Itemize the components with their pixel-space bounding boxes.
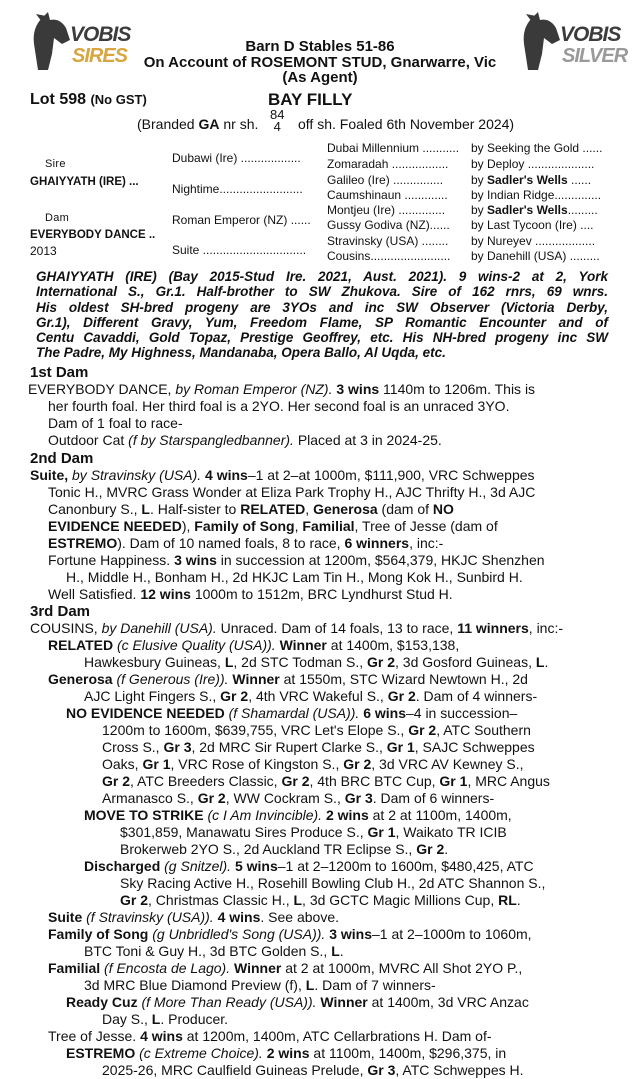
pedigree-gen2: Dubawi (Ire) .................. <box>172 151 301 165</box>
dam-name: EVERYBODY DANCE .. <box>30 229 156 241</box>
pedigree-gen3: Zomaradah ................. <box>327 157 449 171</box>
sire-notes: GHAIYYATH (IRE) (Bay 2015-Stud Ire. 2021, Aust. 2021). 9 wins-2 at 2, York International S., Gr.1. Half-brother to SW Zhukova. Sire of 162 rnrs, 69 wnrs. His oldest SH-bred progeny are 3YOs and inc SW Observer (Victoria Derby, Gr.1), Different Gravy, Yum, Freedom Flame, SP Romantic Encounter and of Centu Cavaddi, Gold Topaz, Prestige Geoffrey, etc. His NH-bred progeny inc SW The Padre, My Highness, Mandanaba, Opera Ballo, Al Uqda, etc. <box>36 269 608 361</box>
pedigree-gen2: Nightime......................... <box>172 182 303 196</box>
pedigree-gen3: Stravinsky (USA) ........ <box>327 234 449 248</box>
pedigree-gen3-sire: by Deploy .................... <box>471 157 595 171</box>
dam-label: Dam <box>45 212 70 224</box>
pedigree-gen2: Roman Emperor (NZ) ...... <box>172 213 311 227</box>
logo-word-top: VOBIS <box>70 23 131 46</box>
lot-number: Lot 598 (No GST) <box>30 91 147 108</box>
pedigree-gen3: Dubai Millennium ........... <box>327 141 460 155</box>
pedigree-gen3-sire: by Indian Ridge.............. <box>471 188 602 202</box>
agent-line: (As Agent) <box>282 69 358 86</box>
second-dam-heading: 2nd Dam <box>30 450 94 467</box>
third-dam-heading: 3rd Dam <box>30 603 91 620</box>
vendor-line: On Account of ROSEMONT STUD, Gnarwarre, Vic <box>143 54 497 71</box>
pedigree-gen2: Suite ............................... <box>172 243 307 257</box>
pedigree-gen3-sire: by Seeking the Gold ...... <box>471 141 603 155</box>
first-dam-heading: 1st Dam <box>30 364 89 381</box>
pedigree-gen3: Gussy Godiva (NZ)...... <box>327 218 450 232</box>
pedigree-gen3-sire: by Sadler's Wells......... <box>471 203 598 217</box>
lot-title: BAY FILLY <box>268 90 353 109</box>
third-dam-section: 3rd Dam COUSINS, by Danehill (USA). Unraced. Dam of 14 foals, 13 to race, 11 winners, inc:- RELATED (c Elusive Quality (USA)). Winner at 1400m, $153,138, Hawkesbury Guineas, L, 2d STC Todman S., Gr 2, 3d Gosford Guineas, L. Generosa (f Generous (Ire)). Winner at 1550m, STC Wizard Newtown H., 2d AJC Light Fingers S., Gr 2, 4th VRC Wakeful S., Gr 2. Dam of 4 winners- NO EVIDENCE NEEDED (f Shamardal (USA)). 6 wins–4 in succession– 1200m to 1600m, $639,755, VRC Let's Elope S., Gr 2, ATC Southern Cross S., Gr 3, 2d MRC Sir Rupert Clarke S., Gr 1, SAJC Schweppes Oaks, Gr 1, VRC Rose of Kingston S., Gr 2, 3d VRC AV Kewney S., Gr 2, ATC Breeders Classic, Gr 2, 4th BRC BTC Cup, Gr 1, MRC Angus Armanasco S., Gr 2, WW Cockram S., Gr 3. Dam of 6 winners- MOVE TO STRIKE (c I Am Invincible). 2 wins at 2 at 1100m, 1400m, $301,859, Manawatu Sires Produce S., Gr 1, Waikato TR ICIB Brokerweb 2YO S., 2d Auckland TR Eclipse S., Gr 2. Discharged (g Snitzel). 5 wins–1 at 2–1200m to 1600m, $480,425, ATC Sky Racing Active H., Rosehill Bowling Club H., 2d ATC Shannon S., Gr 2, Christmas Classic H., L, 3d GCTC Magic Millions Cup, RL. Suite (f Stravinsky (USA)). 4 wins. See above. Family of Song (g Unbridled's Song (USA)). 3 wins–1 at 2–1000m to 1060m, BTC Toni & Guy H., 3d BTC Golden S., L. Familial (f Encosta de Lago). Winner at 2 at 1000m, MVRC All Shot 2YO P., 3d MRC Blue Diamond Preview (f), L. Dam of 7 winners- Ready Cuz (f More Than Ready (USA)). Winner at 1400m, 3d VRC Anzac Day S., L. Producer. Tree of Jesse. 4 wins at 1200m, 1400m, ATC Cellarbrations H. Dam of- ESTREMO (c Extreme Choice). 2 wins at 1100m, 1400m, $296,375, in 2025-26, MRC Caulfield Guineas Prelude, Gr 3, ATC Schweppes H. <box>30 603 615 1079</box>
first-dam-section: 1st Dam EVERYBODY DANCE, by Roman Emperor (NZ). 3 wins 1140m to 1206m. This is her fourth foal. Her third foal is a 2YO. Her second foal is an unraced 3YO. Dam of 1 foal to race- Outdoor Cat (f by Starspangledbanner). Placed at 3 in 2024-25. <box>30 364 615 449</box>
pedigree-gen3-sire: by Nureyev .................. <box>471 234 596 248</box>
pedigree-gen3-sire: by Sadler's Wells ...... <box>471 173 592 187</box>
sire-label: Sire <box>45 158 66 170</box>
dam-year: 2013 <box>30 244 57 258</box>
brand-fraction: 84 4 <box>270 107 285 134</box>
sire-name: GHAIYYATH (IRE) ... <box>30 176 139 188</box>
logo-word-bottom: SILVER <box>562 45 628 67</box>
stables-line: Barn D Stables 51-86 <box>245 38 395 55</box>
pedigree-gen3-sire: by Last Tycoon (Ire) .... <box>471 218 594 232</box>
pedigree-gen3: Galileo (Ire) ............... <box>327 173 444 187</box>
pedigree-gen3: Cousins........................ <box>327 249 451 263</box>
pedigree-gen3: Montjeu (Ire) .............. <box>327 203 446 217</box>
pedigree-gen3: Caumshinaun ............. <box>327 188 448 202</box>
pedigree-gen3-sire: by Danehill (USA) ......... <box>471 249 600 263</box>
second-dam-section: 2nd Dam Suite, by Stravinsky (USA). 4 wins–1 at 2–at 1000m, $111,900, VRC Schweppes Tonic H., MVRC Grass Wonder at Eliza Park Trophy H., AJC Thrifty H., 3d AJC Canonbury S., L. Half-sister to RELATED, Generosa (dam of NO EVIDENCE NEEDED), Family of Song, Familial, Tree of Jesse (dam of ESTREMO). Dam of 10 named foals, 8 to race, 6 winners, inc:- Fortune Happiness. 3 wins in succession at 1200m, $564,379, HKJC Shenzhen H., Middle H., Bonham H., 2d HKJC Lam Tin H., Mong Kok H., Sunbird H. Well Satisfied. 12 wins 1000m to 1512m, BRC Lyndhurst Stud H. <box>30 450 615 603</box>
logo-word-top: VOBIS <box>560 23 621 46</box>
logo-word-bottom: SIRES <box>72 45 128 67</box>
